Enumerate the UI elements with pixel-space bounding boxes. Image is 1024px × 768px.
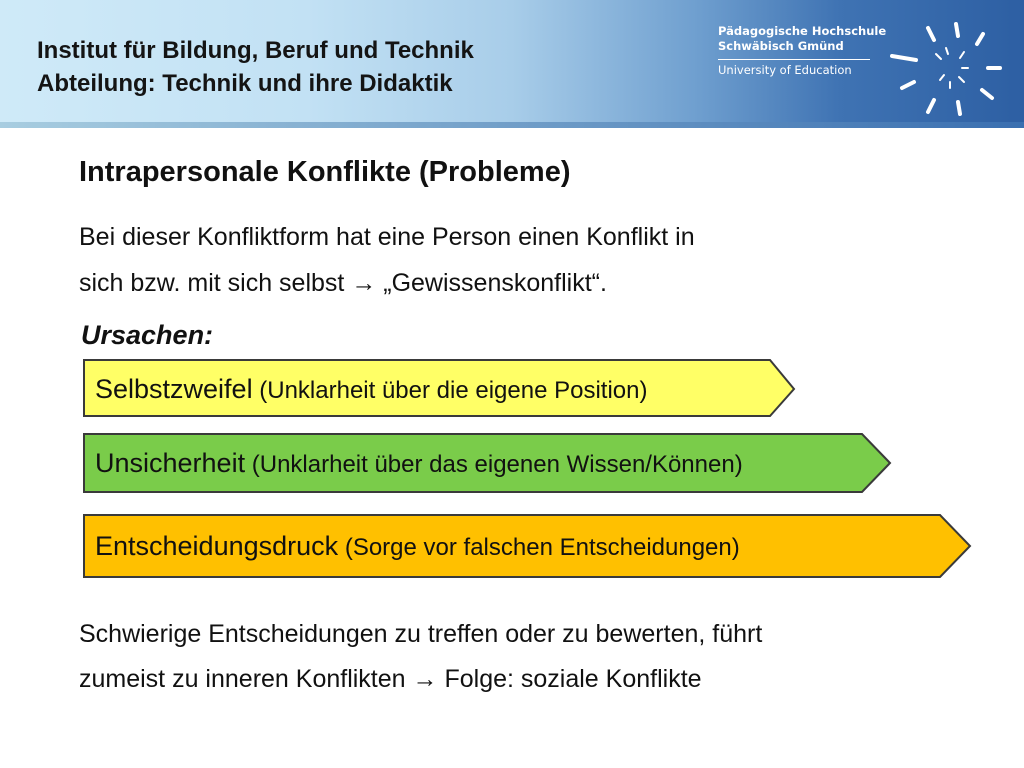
arrow-symbol: → xyxy=(351,269,377,297)
department-line: Abteilung: Technik und ihre Didaktik xyxy=(37,70,453,97)
conclusion-text xyxy=(79,612,999,702)
logo-name-line1: Pädagogische Hochschule xyxy=(718,24,887,38)
intro-text xyxy=(79,214,929,306)
sunburst-logo-icon xyxy=(888,18,1008,118)
logo-divider xyxy=(718,59,870,60)
cause-text xyxy=(95,432,743,494)
logo-tagline: University of Education xyxy=(718,63,852,77)
header-divider xyxy=(0,122,1024,128)
arrow-symbol: → xyxy=(412,665,438,693)
cause-detail: (Unklarheit über die eigene Position) xyxy=(252,377,648,404)
conclusion-line1: Schwierige Entscheidungen zu treffen oder zu bewerten, führt xyxy=(79,620,763,648)
cause-detail: (Unklarheit über das eigenen Wissen/Können) xyxy=(245,451,743,478)
cause-keyword: Entscheidungsdruck xyxy=(95,531,339,561)
cause-text xyxy=(95,358,647,420)
conclusion-result: Folge: soziale Konflikte xyxy=(437,665,702,693)
intro-line1: Bei dieser Konfliktform hat eine Person einen Konflikt in xyxy=(79,223,695,251)
intro-line2-text: sich bzw. mit sich selbst xyxy=(79,269,352,297)
header-banner xyxy=(0,0,1024,128)
university-logo-text xyxy=(718,24,886,78)
causes-heading: Ursachen: xyxy=(81,320,214,350)
conclusion-line2-text: zumeist zu inneren Konflikten xyxy=(79,665,413,693)
logo-name-line2: Schwäbisch Gmünd xyxy=(718,39,844,53)
cause-detail: (Sorge vor falschen Entscheidungen) xyxy=(338,534,740,561)
institute-line: Institut für Bildung, Beruf und Technik xyxy=(37,37,474,64)
cause-arrow-entscheidungsdruck xyxy=(82,513,974,575)
cause-arrow-selbstzweifel xyxy=(82,358,798,420)
intro-quote: „Gewissenskonflikt“. xyxy=(376,269,607,297)
cause-keyword: Selbstzweifel xyxy=(95,374,253,404)
cause-arrow-unsicherheit xyxy=(82,432,894,494)
institute-title xyxy=(37,34,474,100)
cause-keyword: Unsicherheit xyxy=(95,448,246,478)
cause-text xyxy=(95,513,740,579)
intro-line2 xyxy=(79,260,929,306)
slide-title: Intrapersonale Konflikte (Probleme) xyxy=(79,156,571,188)
conclusion-line2 xyxy=(79,657,999,702)
